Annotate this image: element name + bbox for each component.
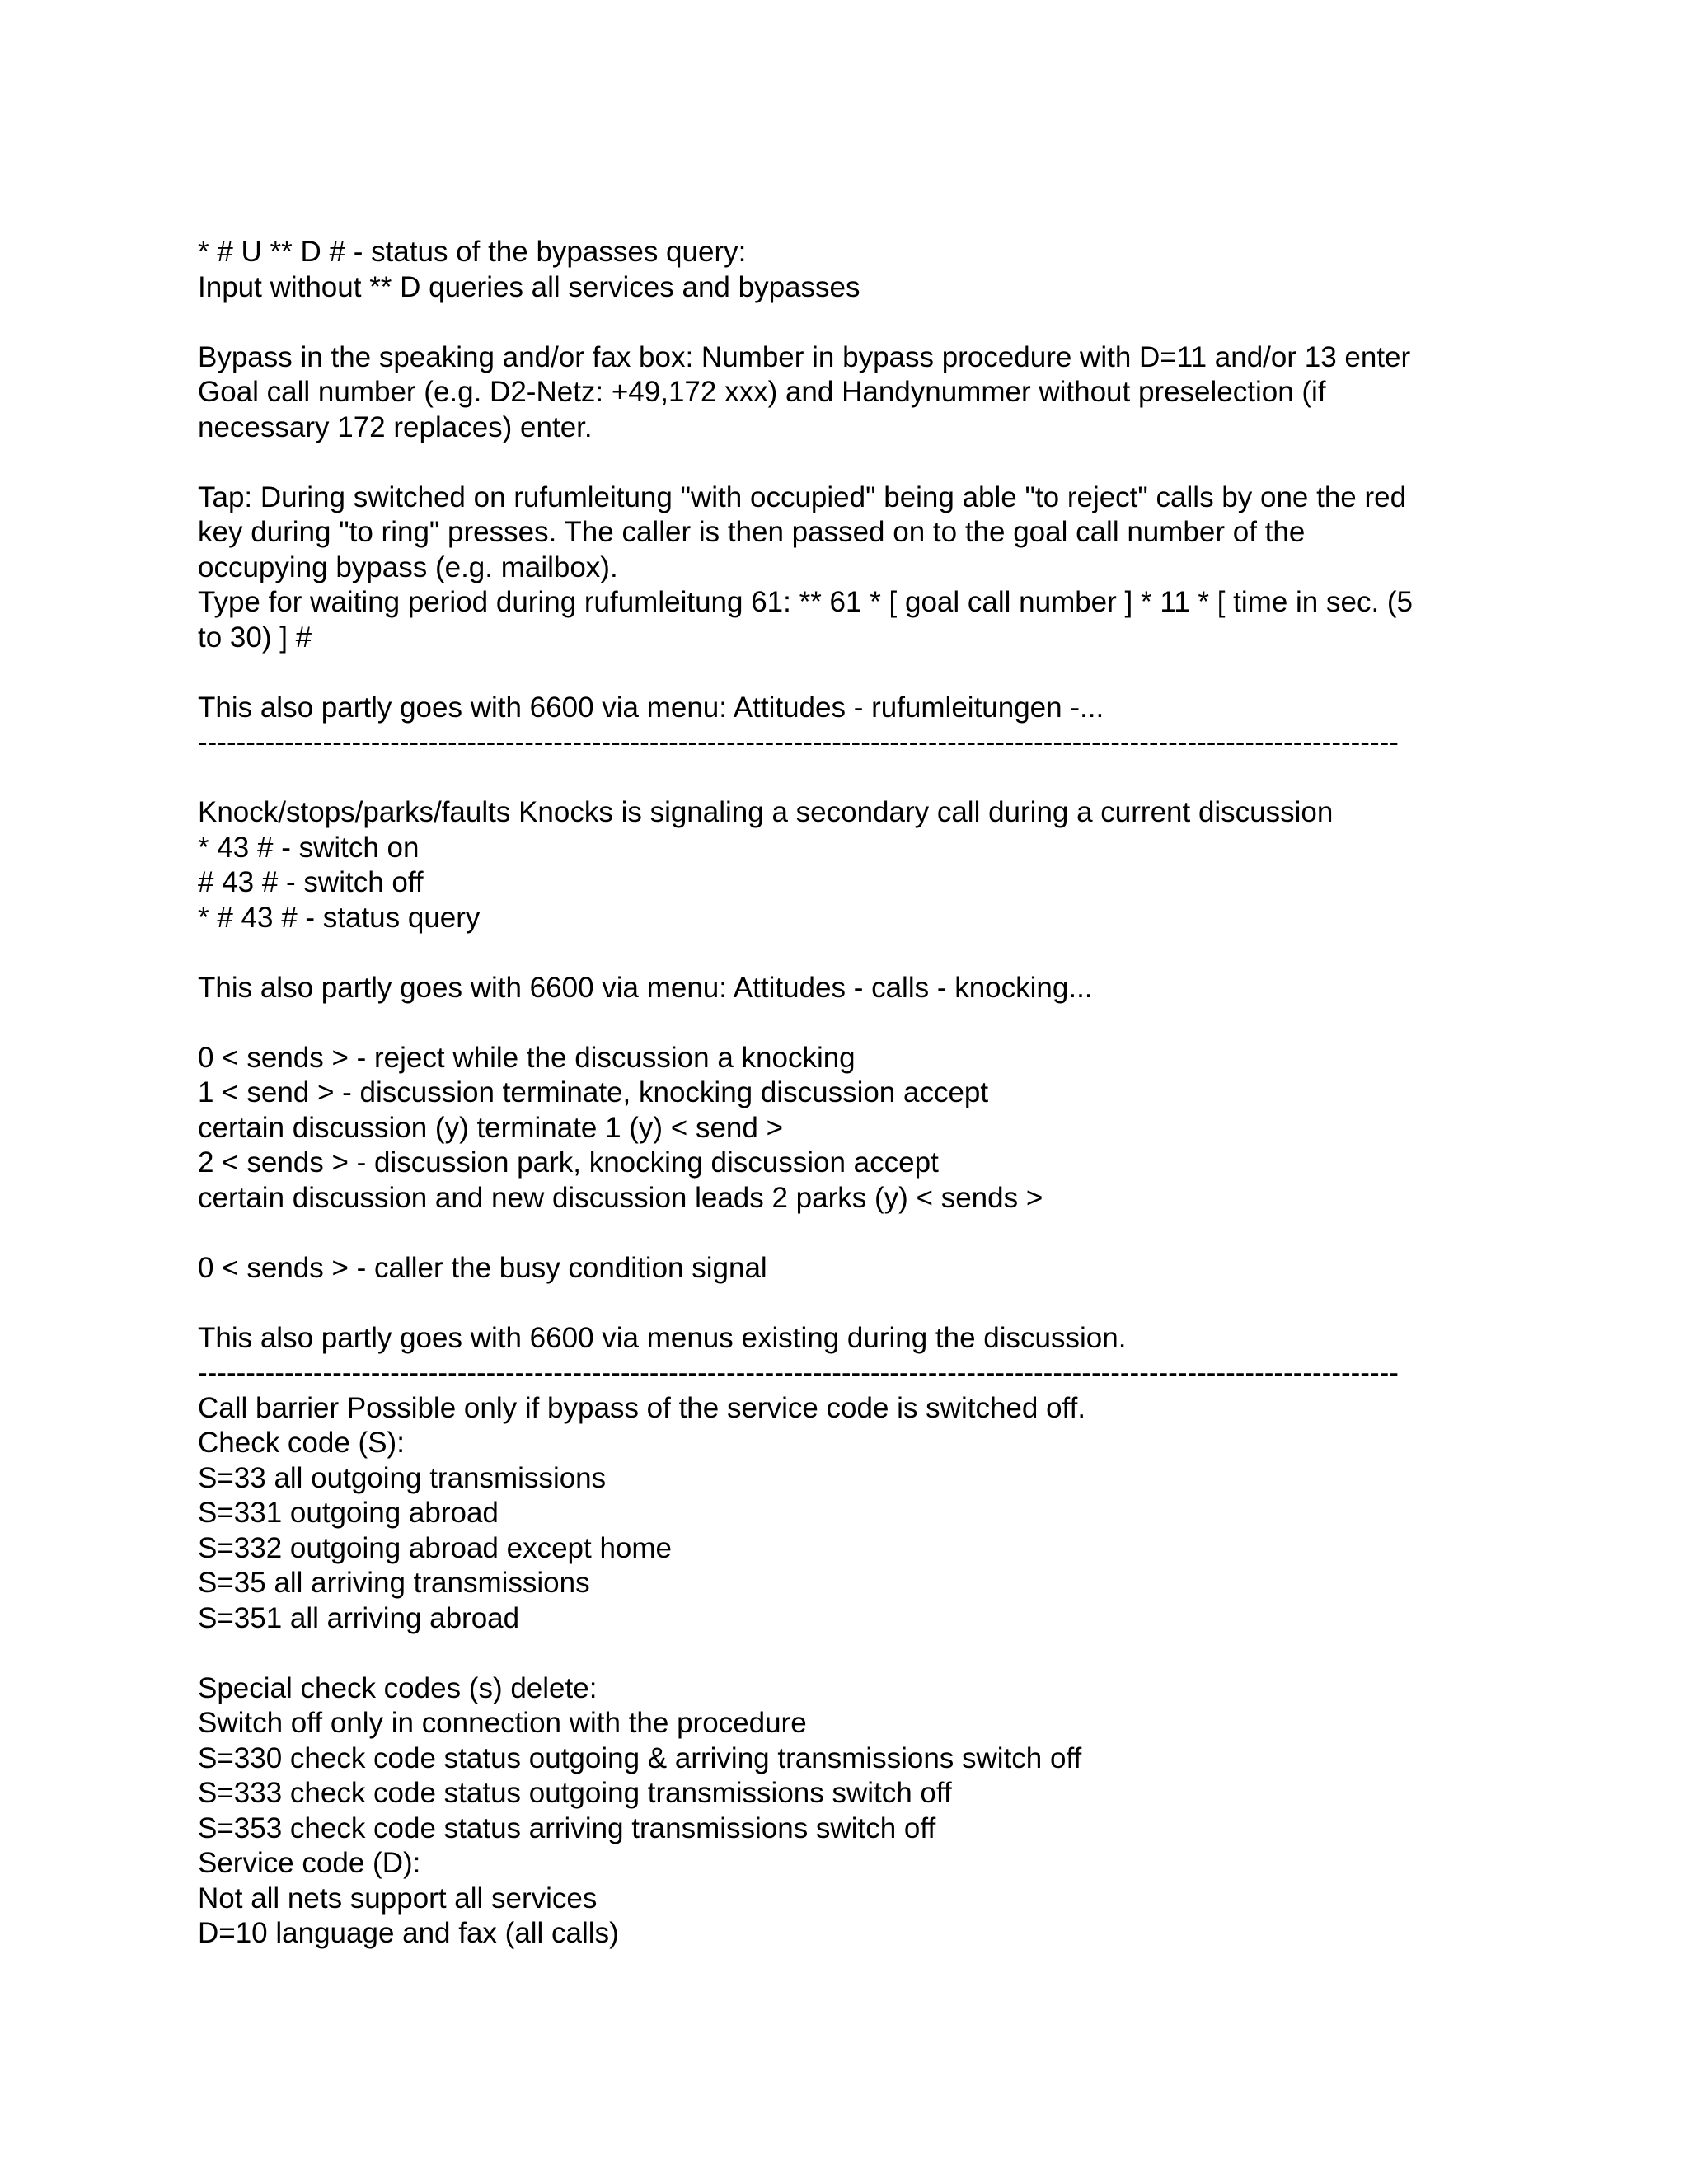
text-line: key during "to ring" presses. The caller is then passed on to the goal call number of the: [198, 516, 1306, 548]
text-line: necessary 172 replaces) enter.: [198, 410, 593, 443]
text-line: Service code (D):: [198, 1847, 421, 1879]
text-line: D=10 language and fax (all calls): [198, 1917, 619, 1949]
text-line: S=331 outgoing abroad: [198, 1497, 499, 1529]
text-line: S=353 check code status arriving transmissions switch off: [198, 1811, 936, 1844]
text-line: 2 < sends > - discussion park, knocking discussion accept: [198, 1146, 939, 1179]
text-line: * # U ** D # - status of the bypasses query:: [198, 236, 747, 268]
blank-line: [198, 1216, 1500, 1251]
separator-rule: -----------------------------------------------------------------------------------------------------------------------------: [198, 1357, 1399, 1389]
text-line: occupying bypass (e.g. mailbox).: [198, 551, 618, 583]
text-line: S=33 all outgoing transmissions: [198, 1461, 607, 1494]
text-line: * 43 # - switch on: [198, 831, 420, 864]
text-line: S=330 check code status outgoing & arriving transmissions switch off: [198, 1741, 1082, 1774]
text-line: S=333 check code status outgoing transmissions switch off: [198, 1777, 952, 1809]
text-line: Special check codes (s) delete:: [198, 1671, 598, 1704]
text-line: Type for waiting period during rufumleitung 61: ** 61 * [ goal call number ] * 11 * [ time in sec. (5: [198, 586, 1414, 618]
blank-line: [198, 1005, 1500, 1041]
text-line: 1 < send > - discussion terminate, knocking discussion accept: [198, 1076, 989, 1108]
text-line: This also partly goes with 6600 via menus existing during the discussion.: [198, 1321, 1127, 1354]
text-line: Check code (S):: [198, 1427, 405, 1459]
text-line: * # 43 # - status query: [198, 901, 481, 934]
text-line: Switch off only in connection with the procedure: [198, 1707, 807, 1739]
separator-rule: -----------------------------------------------------------------------------------------------------------------------------: [198, 726, 1399, 758]
text-line: Call barrier Possible only if bypass of the service code is switched off.: [198, 1391, 1086, 1424]
blank-line: [198, 935, 1500, 971]
text-line: S=351 all arriving abroad: [198, 1601, 520, 1634]
blank-line: [198, 305, 1500, 340]
text-line: Knock/stops/parks/faults Knocks is signaling a secondary call during a current discussion: [198, 796, 1334, 828]
text-line: Goal call number (e.g. D2-Netz: +49,172 xxx) and Handynummer without preselection (if: [198, 376, 1326, 408]
text-line: # 43 # - switch off: [198, 866, 424, 898]
text-line: 0 < sends > - caller the busy condition signal: [198, 1251, 767, 1284]
blank-line: [198, 1636, 1500, 1671]
blank-line: [198, 655, 1500, 691]
text-line: to 30) ] #: [198, 621, 312, 654]
text-line: Not all nets support all services: [198, 1882, 598, 1915]
text-line: S=35 all arriving transmissions: [198, 1567, 590, 1599]
text-line: certain discussion (y) terminate 1 (y) < send >: [198, 1111, 784, 1144]
blank-line: [198, 1286, 1500, 1321]
text-line: S=332 outgoing abroad except home: [198, 1531, 673, 1564]
text-line: Bypass in the speaking and/or fax box: Number in bypass procedure with D=11 and/or 13 enter: [198, 340, 1411, 373]
blank-line: [198, 445, 1500, 480]
blank-line: [198, 761, 1500, 796]
text-line: Tap: During switched on rufumleitung "with occupied" being able "to reject" calls by one the red: [198, 480, 1407, 513]
document-body: [198, 235, 1500, 1952]
text-line: Input without ** D queries all services and bypasses: [198, 270, 860, 303]
text-line: certain discussion and new discussion leads 2 parks (y) < sends >: [198, 1181, 1043, 1214]
text-line: This also partly goes with 6600 via menu: Attitudes - calls - knocking...: [198, 971, 1093, 1004]
text-line: This also partly goes with 6600 via menu: Attitudes - rufumleitungen -...: [198, 691, 1104, 724]
text-line: 0 < sends > - reject while the discussion a knocking: [198, 1041, 856, 1074]
